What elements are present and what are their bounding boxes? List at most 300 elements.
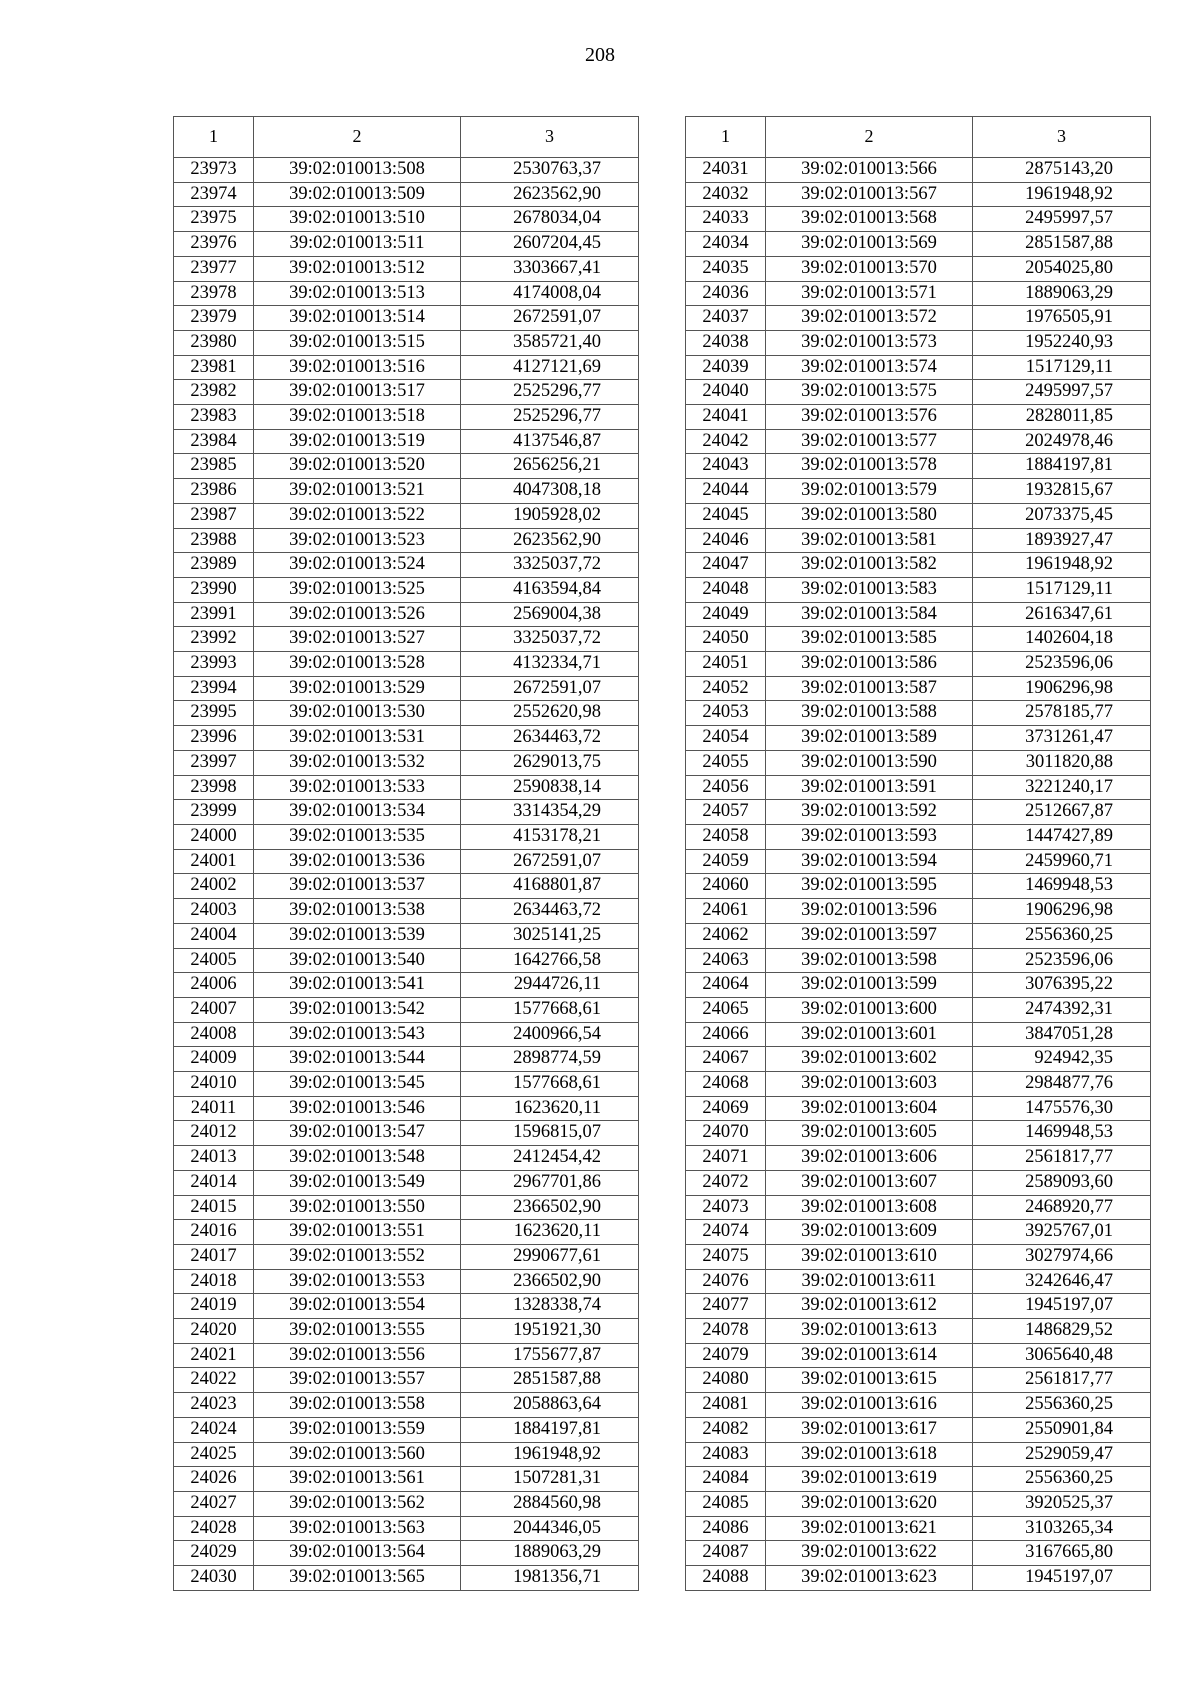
value-cell: 2898774,59 [461,1047,639,1072]
value-cell: 2590838,14 [461,775,639,800]
cadastral-number-cell: 39:02:010013:546 [254,1096,461,1121]
row-number-cell: 24009 [174,1047,254,1072]
value-cell: 1906296,98 [973,899,1151,924]
table-row [174,256,639,281]
value-cell: 3585721,40 [461,330,639,355]
table-row [174,1022,639,1047]
row-number-cell: 24018 [174,1269,254,1294]
table-row [686,182,1151,207]
value-cell: 3103265,34 [973,1516,1151,1541]
value-cell: 4168801,87 [461,874,639,899]
value-cell: 1642766,58 [461,948,639,973]
cadastral-number-cell: 39:02:010013:602 [766,1047,973,1072]
row-number-cell: 24013 [174,1146,254,1171]
row-number-cell: 23980 [174,330,254,355]
value-cell: 1945197,07 [973,1566,1151,1591]
table-row [174,1269,639,1294]
table-row [686,1294,1151,1319]
table-row [174,1121,639,1146]
value-cell: 2512667,87 [973,800,1151,825]
row-number-cell: 24072 [686,1170,766,1195]
row-number-cell: 24057 [686,800,766,825]
value-cell: 3011820,88 [973,750,1151,775]
table-row [686,899,1151,924]
table-row [686,1096,1151,1121]
cadastral-number-cell: 39:02:010013:531 [254,726,461,751]
row-number-cell: 24058 [686,824,766,849]
table-body-right [686,158,1151,1591]
value-cell: 4047308,18 [461,479,639,504]
table-row [174,1491,639,1516]
cadastral-number-cell: 39:02:010013:542 [254,997,461,1022]
row-number-cell: 23978 [174,281,254,306]
row-number-cell: 24080 [686,1368,766,1393]
cadastral-number-cell: 39:02:010013:597 [766,923,973,948]
row-number-cell: 23985 [174,454,254,479]
table-row [686,775,1151,800]
row-number-cell: 24000 [174,824,254,849]
value-cell: 3325037,72 [461,553,639,578]
row-number-cell: 24002 [174,874,254,899]
table-row [686,701,1151,726]
row-number-cell: 24001 [174,849,254,874]
value-cell: 2678034,04 [461,207,639,232]
cadastral-number-cell: 39:02:010013:554 [254,1294,461,1319]
cadastral-number-cell: 39:02:010013:514 [254,306,461,331]
row-number-cell: 24069 [686,1096,766,1121]
cadastral-number-cell: 39:02:010013:553 [254,1269,461,1294]
value-cell: 3731261,47 [973,726,1151,751]
row-number-cell: 24078 [686,1319,766,1344]
value-cell: 2400966,54 [461,1022,639,1047]
value-cell: 3847051,28 [973,1022,1151,1047]
table-row [686,553,1151,578]
value-cell: 1469948,53 [973,874,1151,899]
row-number-cell: 24022 [174,1368,254,1393]
cadastral-number-cell: 39:02:010013:530 [254,701,461,726]
table-row [174,627,639,652]
table-row [174,1566,639,1591]
value-cell: 2530763,37 [461,158,639,183]
cadastral-number-cell: 39:02:010013:574 [766,355,973,380]
table-row [174,1146,639,1171]
row-number-cell: 24076 [686,1269,766,1294]
value-cell: 4137546,87 [461,429,639,454]
table-row [686,1566,1151,1591]
value-cell: 1932815,67 [973,479,1151,504]
row-number-cell: 23997 [174,750,254,775]
row-number-cell: 24025 [174,1442,254,1467]
cadastral-number-cell: 39:02:010013:613 [766,1319,973,1344]
cadastral-number-cell: 39:02:010013:576 [766,405,973,430]
table-row [686,652,1151,677]
table-row [686,1368,1151,1393]
table-row [686,1146,1151,1171]
cadastral-number-cell: 39:02:010013:549 [254,1170,461,1195]
row-number-cell: 24056 [686,775,766,800]
table-row [174,1047,639,1072]
value-cell: 1577668,61 [461,997,639,1022]
table-row [686,676,1151,701]
cadastral-number-cell: 39:02:010013:529 [254,676,461,701]
table-row [174,1442,639,1467]
cadastral-number-cell: 39:02:010013:589 [766,726,973,751]
table-row [686,380,1151,405]
row-number-cell: 24045 [686,503,766,528]
table-row [686,1442,1151,1467]
table-row [686,577,1151,602]
row-number-cell: 24081 [686,1393,766,1418]
table-row [686,454,1151,479]
cadastral-number-cell: 39:02:010013:581 [766,528,973,553]
table-row [686,306,1151,331]
cadastral-number-cell: 39:02:010013:513 [254,281,461,306]
cadastral-number-cell: 39:02:010013:520 [254,454,461,479]
table-row [174,1195,639,1220]
cadastral-number-cell: 39:02:010013:614 [766,1343,973,1368]
value-cell: 1945197,07 [973,1294,1151,1319]
row-number-cell: 24015 [174,1195,254,1220]
row-number-cell: 23974 [174,182,254,207]
row-number-cell: 24079 [686,1343,766,1368]
row-number-cell: 23994 [174,676,254,701]
cadastral-number-cell: 39:02:010013:511 [254,232,461,257]
value-cell: 1952240,93 [973,330,1151,355]
table-row [174,874,639,899]
row-number-cell: 24004 [174,923,254,948]
row-number-cell: 24063 [686,948,766,973]
row-number-cell: 24071 [686,1146,766,1171]
row-number-cell: 24048 [686,577,766,602]
cadastral-number-cell: 39:02:010013:539 [254,923,461,948]
value-cell: 2468920,77 [973,1195,1151,1220]
table-row [174,528,639,553]
value-cell: 2366502,90 [461,1195,639,1220]
table-row [686,528,1151,553]
value-cell: 2495997,57 [973,207,1151,232]
cadastral-number-cell: 39:02:010013:569 [766,232,973,257]
table-row [174,479,639,504]
value-cell: 3920525,37 [973,1491,1151,1516]
table-row [174,602,639,627]
cadastral-number-cell: 39:02:010013:575 [766,380,973,405]
table-row [686,726,1151,751]
value-cell: 1976505,91 [973,306,1151,331]
row-number-cell: 23991 [174,602,254,627]
row-number-cell: 24024 [174,1417,254,1442]
row-number-cell: 24019 [174,1294,254,1319]
row-number-cell: 23983 [174,405,254,430]
table-row [686,1343,1151,1368]
row-number-cell: 24044 [686,479,766,504]
row-number-cell: 24049 [686,602,766,627]
cadastral-number-cell: 39:02:010013:548 [254,1146,461,1171]
table-row [686,602,1151,627]
row-number-cell: 24055 [686,750,766,775]
row-number-cell: 24053 [686,701,766,726]
table-row [174,1393,639,1418]
row-number-cell: 24016 [174,1220,254,1245]
table-row [174,503,639,528]
row-number-cell: 24017 [174,1244,254,1269]
row-number-cell: 24074 [686,1220,766,1245]
row-number-cell: 23995 [174,701,254,726]
cadastral-number-cell: 39:02:010013:509 [254,182,461,207]
row-number-cell: 23996 [174,726,254,751]
cadastral-number-cell: 39:02:010013:545 [254,1072,461,1097]
table-header-row [686,117,1151,158]
row-number-cell: 24086 [686,1516,766,1541]
cadastral-number-cell: 39:02:010013:620 [766,1491,973,1516]
table-row [686,750,1151,775]
value-cell: 2634463,72 [461,726,639,751]
value-cell: 2616347,61 [973,602,1151,627]
cadastral-number-cell: 39:02:010013:510 [254,207,461,232]
cadastral-number-cell: 39:02:010013:587 [766,676,973,701]
table-row [174,232,639,257]
row-number-cell: 24014 [174,1170,254,1195]
table-row [686,1121,1151,1146]
table-row [686,849,1151,874]
value-cell: 2656256,21 [461,454,639,479]
cadastral-number-cell: 39:02:010013:619 [766,1467,973,1492]
cadastral-number-cell: 39:02:010013:603 [766,1072,973,1097]
table-row [174,454,639,479]
table-row [174,775,639,800]
column-header-2: 2 [766,117,973,158]
value-cell: 2984877,76 [973,1072,1151,1097]
row-number-cell: 24084 [686,1467,766,1492]
table-row [174,948,639,973]
row-number-cell: 24073 [686,1195,766,1220]
table-row [174,1343,639,1368]
value-cell: 2529059,47 [973,1442,1151,1467]
cadastral-number-cell: 39:02:010013:536 [254,849,461,874]
cadastral-number-cell: 39:02:010013:573 [766,330,973,355]
value-cell: 2054025,80 [973,256,1151,281]
value-cell: 1906296,98 [973,676,1151,701]
row-number-cell: 24012 [174,1121,254,1146]
value-cell: 1507281,31 [461,1467,639,1492]
row-number-cell: 24005 [174,948,254,973]
cadastral-number-cell: 39:02:010013:567 [766,182,973,207]
row-number-cell: 24062 [686,923,766,948]
value-cell: 1596815,07 [461,1121,639,1146]
cadastral-number-cell: 39:02:010013:550 [254,1195,461,1220]
cadastral-number-cell: 39:02:010013:615 [766,1368,973,1393]
cadastral-number-cell: 39:02:010013:601 [766,1022,973,1047]
row-number-cell: 23977 [174,256,254,281]
row-number-cell: 24028 [174,1516,254,1541]
parcel-table-left [173,116,639,1591]
table-row [174,1368,639,1393]
cadastral-number-cell: 39:02:010013:557 [254,1368,461,1393]
value-cell: 2058863,64 [461,1393,639,1418]
table-row [174,701,639,726]
table-row [174,1319,639,1344]
value-cell: 3167665,80 [973,1541,1151,1566]
table-row [174,380,639,405]
table-row [686,1022,1151,1047]
value-cell: 1475576,30 [973,1096,1151,1121]
value-cell: 2523596,06 [973,948,1151,973]
table-row [686,503,1151,528]
row-number-cell: 24067 [686,1047,766,1072]
value-cell: 4153178,21 [461,824,639,849]
cadastral-number-cell: 39:02:010013:559 [254,1417,461,1442]
cadastral-number-cell: 39:02:010013:617 [766,1417,973,1442]
table-row [174,652,639,677]
table-row [174,973,639,998]
table-row [686,330,1151,355]
value-cell: 2672591,07 [461,676,639,701]
row-number-cell: 24011 [174,1096,254,1121]
cadastral-number-cell: 39:02:010013:596 [766,899,973,924]
cadastral-number-cell: 39:02:010013:590 [766,750,973,775]
table-row [686,874,1151,899]
cadastral-number-cell: 39:02:010013:610 [766,1244,973,1269]
row-number-cell: 24032 [686,182,766,207]
row-number-cell: 24020 [174,1319,254,1344]
table-row [686,207,1151,232]
cadastral-number-cell: 39:02:010013:588 [766,701,973,726]
cadastral-number-cell: 39:02:010013:523 [254,528,461,553]
table-row [686,1417,1151,1442]
table-row [686,232,1151,257]
row-number-cell: 23986 [174,479,254,504]
value-cell: 2634463,72 [461,899,639,924]
table-row [174,158,639,183]
table-row [174,824,639,849]
table-row [174,726,639,751]
table-row [686,800,1151,825]
row-number-cell: 23976 [174,232,254,257]
value-cell: 1961948,92 [973,182,1151,207]
value-cell: 2990677,61 [461,1244,639,1269]
table-row [686,1244,1151,1269]
table-row [174,1170,639,1195]
row-number-cell: 24006 [174,973,254,998]
cadastral-number-cell: 39:02:010013:517 [254,380,461,405]
cadastral-number-cell: 39:02:010013:595 [766,874,973,899]
cadastral-number-cell: 39:02:010013:599 [766,973,973,998]
value-cell: 2851587,88 [461,1368,639,1393]
value-cell: 2569004,38 [461,602,639,627]
value-cell: 2044346,05 [461,1516,639,1541]
value-cell: 1889063,29 [973,281,1151,306]
cadastral-number-cell: 39:02:010013:561 [254,1467,461,1492]
table-row [174,1072,639,1097]
cadastral-number-cell: 39:02:010013:508 [254,158,461,183]
column-header-2: 2 [254,117,461,158]
cadastral-number-cell: 39:02:010013:562 [254,1491,461,1516]
value-cell: 2623562,90 [461,528,639,553]
column-header-3: 3 [461,117,639,158]
cadastral-number-cell: 39:02:010013:572 [766,306,973,331]
value-cell: 1447427,89 [973,824,1151,849]
cadastral-number-cell: 39:02:010013:586 [766,652,973,677]
value-cell: 2556360,25 [973,923,1151,948]
cadastral-number-cell: 39:02:010013:524 [254,553,461,578]
row-number-cell: 24035 [686,256,766,281]
table-row [686,627,1151,652]
value-cell: 1517129,11 [973,577,1151,602]
row-number-cell: 24008 [174,1022,254,1047]
table-row [686,1170,1151,1195]
row-number-cell: 24036 [686,281,766,306]
table-row [174,1467,639,1492]
cadastral-number-cell: 39:02:010013:522 [254,503,461,528]
table-row [686,479,1151,504]
value-cell: 1517129,11 [973,355,1151,380]
cadastral-number-cell: 39:02:010013:533 [254,775,461,800]
row-number-cell: 23973 [174,158,254,183]
cadastral-number-cell: 39:02:010013:618 [766,1442,973,1467]
table-row [686,824,1151,849]
row-number-cell: 24051 [686,652,766,677]
cadastral-number-cell: 39:02:010013:568 [766,207,973,232]
cadastral-number-cell: 39:02:010013:607 [766,1170,973,1195]
value-cell: 1893927,47 [973,528,1151,553]
table-row [174,281,639,306]
table-row [174,1541,639,1566]
value-cell: 2578185,77 [973,701,1151,726]
value-cell: 4132334,71 [461,652,639,677]
column-header-1: 1 [686,117,766,158]
value-cell: 1961948,92 [461,1442,639,1467]
row-number-cell: 24037 [686,306,766,331]
row-number-cell: 24060 [686,874,766,899]
value-cell: 3925767,01 [973,1220,1151,1245]
cadastral-number-cell: 39:02:010013:583 [766,577,973,602]
value-cell: 4127121,69 [461,355,639,380]
value-cell: 4163594,84 [461,577,639,602]
cadastral-number-cell: 39:02:010013:535 [254,824,461,849]
table-row [686,1541,1151,1566]
cadastral-number-cell: 39:02:010013:582 [766,553,973,578]
cadastral-number-cell: 39:02:010013:592 [766,800,973,825]
value-cell: 2884560,98 [461,1491,639,1516]
value-cell: 1623620,11 [461,1220,639,1245]
value-cell: 3025141,25 [461,923,639,948]
value-cell: 2474392,31 [973,997,1151,1022]
row-number-cell: 24064 [686,973,766,998]
table-row [174,676,639,701]
value-cell: 2607204,45 [461,232,639,257]
value-cell: 1328338,74 [461,1294,639,1319]
table-header-row [174,117,639,158]
cadastral-number-cell: 39:02:010013:579 [766,479,973,504]
value-cell: 3325037,72 [461,627,639,652]
cadastral-number-cell: 39:02:010013:565 [254,1566,461,1591]
cadastral-number-cell: 39:02:010013:555 [254,1319,461,1344]
table-row [686,1393,1151,1418]
cadastral-number-cell: 39:02:010013:600 [766,997,973,1022]
value-cell: 1884197,81 [461,1417,639,1442]
row-number-cell: 24023 [174,1393,254,1418]
value-cell: 1402604,18 [973,627,1151,652]
value-cell: 2525296,77 [461,405,639,430]
row-number-cell: 24038 [686,330,766,355]
row-number-cell: 24054 [686,726,766,751]
row-number-cell: 23992 [174,627,254,652]
cadastral-number-cell: 39:02:010013:577 [766,429,973,454]
cadastral-number-cell: 39:02:010013:578 [766,454,973,479]
table-row [174,577,639,602]
row-number-cell: 23984 [174,429,254,454]
table-row [174,750,639,775]
parcel-table-right [685,116,1151,1591]
